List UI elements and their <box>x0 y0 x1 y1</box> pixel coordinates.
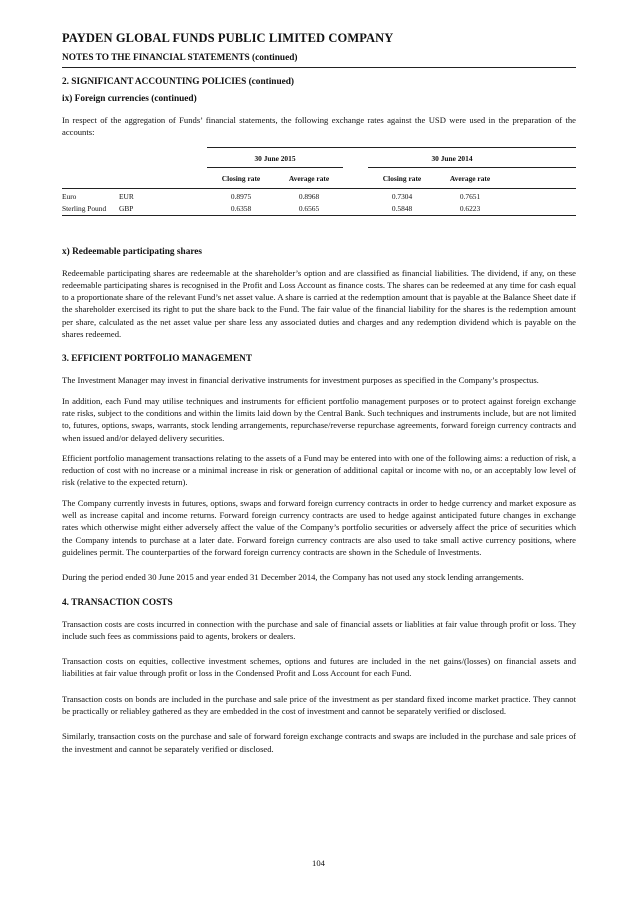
col-closing-2015: Closing rate <box>207 168 275 189</box>
period-2014: 30 June 2014 <box>368 147 576 168</box>
section-2-heading: 2. SIGNIFICANT ACCOUNTING POLICIES (continued) <box>62 77 295 87</box>
document-page <box>62 30 576 763</box>
table-row <box>62 202 576 215</box>
rate-value: 0.7304 <box>391 191 413 201</box>
epm-paragraph-3: Efficient portfolio management transactions relating to the assets of a Fund may be entered into with one of the following aims: a reduction of risk, a reduction of cost with no increase or a minimal increase in risk or generation of additional capital or income with no, or an acceptably low level of risk (relative to the expected return). <box>62 452 576 488</box>
epm-paragraph-2: In addition, each Fund may utilise techniques and instruments for efficient portfolio management purposes or to protect against foreign exchange rate risks, subject to the conditions and within the limits laid down by the Central Bank. Such techniques and instruments include, but are not limited to, futures, options, swaps, warrants, stock lending arrangements, repurchase/reverse repurchase agreements, forward foreign currency contracts and when issued and/or delayed delivery securities. <box>62 395 576 443</box>
column-header-row <box>62 168 576 189</box>
rate-value: 0.6223 <box>436 202 504 215</box>
currency-code: EUR <box>119 191 134 201</box>
currency-name: Sterling Pound <box>62 202 119 215</box>
transaction-costs-paragraph-2: Transaction costs on equities, collective investment schemes, options and futures are included in the net gains/(losses) on financial assets and liabilities at fair value through profit or loss in the Condensed Profit and Loss Account for each Fund. <box>62 656 576 679</box>
redeemable-shares-paragraph: Redeemable participating shares are redeemable at the shareholder’s option and are classified as financial liabilities. The dividend, if any, on these redeemable participating shares is recognised in the Profit and Loss Account as finance costs. The shares can be redeemed at any time for cash equal to a proportionate share of the relevant Fund’s net asset value. A share is carried at the redemption amount that is payable at the Balance Sheet date if the shareholder exercised its right to put the share back to the Fund. The fair value of the financial liability for the shares is the redemption amount per share, calculated as the net asset value per share less any associated duties and charges and any redemption dividend which is payable on the shares redeemed. <box>62 267 576 340</box>
section-4-heading: 4. TRANSACTION COSTS <box>62 597 173 608</box>
transaction-costs-paragraph-1: Transaction costs are costs incurred in connection with the purchase and sale of financial assets or liablities at fair value through profit or loss. They include such fees as commissions paid to agents, brokers or dealers. <box>62 618 576 641</box>
period-2015: 30 June 2015 <box>207 147 343 168</box>
col-closing-2014: Closing rate <box>368 168 436 189</box>
rate-value: 0.7651 <box>459 191 481 201</box>
currency-name: Euro <box>62 191 77 201</box>
notes-title: NOTES TO THE FINANCIAL STATEMENTS (continued) <box>62 52 576 68</box>
transaction-costs-paragraph-3: Transaction costs on bonds are included in the purchase and sale price of the investment as per standard fixed income market practice. They cannot be practically or reliabley gathered as they are embedded in the cost of investment and cannot be separately verified or disclosed. <box>62 693 576 717</box>
exchange-rates-table <box>62 147 576 216</box>
epm-paragraph-5: During the period ended 30 June 2015 and year ended 31 December 2014, the Company has not used any stock lending arrangements. <box>62 572 524 583</box>
section-3-heading: 3. EFFICIENT PORTFOLIO MANAGEMENT <box>62 354 253 365</box>
rate-value: 0.8968 <box>298 191 320 201</box>
table-row <box>62 188 576 202</box>
epm-paragraph-4: The Company currently invests in futures, options, swaps and forward foreign currency contracts in order to hedge currency and market exposure as well as increase capital and income returns. Forward foreign currency contracts are used to hedge against anticipated future changes in exchange rates which otherwise might either adversely affect the value of the Company’s portfolio securities or adversely affect the price of securities which the Company intends to purchase at a later date. Forward foreign currency contracts are also used to take small active currency positions, where guidelines permit. The counterparties of the forward foreign currency contracts are shown in the Schedule of Investments. <box>62 497 576 557</box>
period-header-row <box>62 147 576 168</box>
page-number: 104 <box>312 858 325 868</box>
rate-value: 0.8975 <box>230 191 252 201</box>
rate-value: 0.6565 <box>275 202 343 215</box>
col-average-2014: Average rate <box>436 168 504 189</box>
currency-code: GBP <box>119 202 207 215</box>
company-name: PAYDEN GLOBAL FUNDS PUBLIC LIMITED COMPANY <box>62 31 394 45</box>
col-average-2015: Average rate <box>275 168 343 189</box>
epm-paragraph-1: The Investment Manager may invest in financial derivative instruments for investment purposes as specified in the Company’s prospectus. <box>62 375 539 386</box>
transaction-costs-paragraph-4: Similarly, transaction costs on the purchase and sale of forward foreign exchange contracts and swaps are included in the purchase and sale prices of the investment and cannot be separately verified or disclosed. <box>62 731 576 754</box>
subsection-ix-heading: ix) Foreign currencies (continued) <box>62 94 197 104</box>
subsection-x-heading: x) Redeemable participating shares <box>62 246 203 257</box>
exchange-rates-intro: In respect of the aggregation of Funds’ financial statements, the following exchange rates against the USD were used in the preparation of the accounts: <box>62 115 576 138</box>
rate-value: 0.5848 <box>368 202 436 215</box>
rate-value: 0.6358 <box>207 202 275 215</box>
